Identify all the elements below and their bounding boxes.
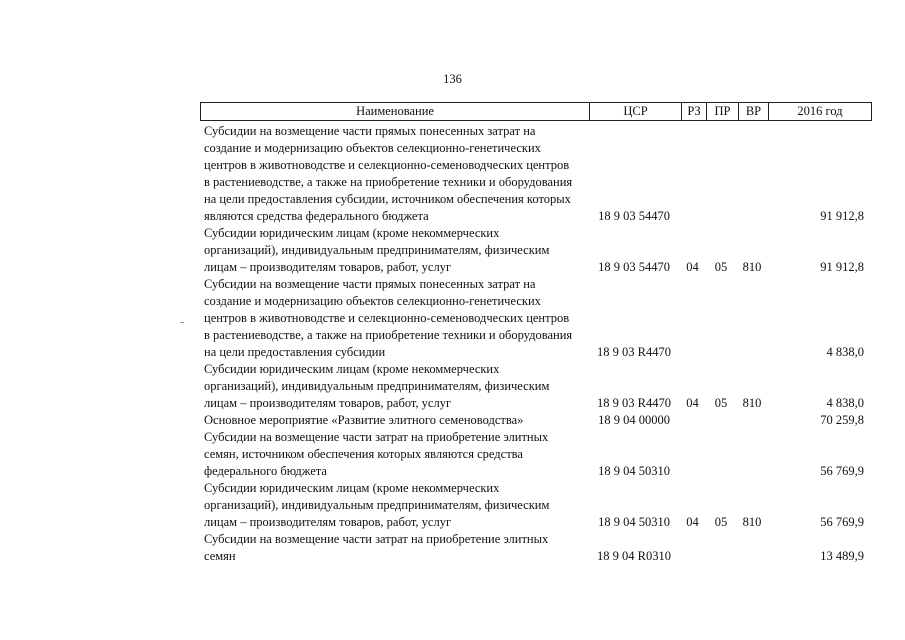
table-row	[200, 412, 872, 429]
row-name: Субсидии на возмещение части прямых понесенных затрат на создание и модернизацию объектов селекционно-генетических центров в животноводстве и селекционно-семеноводческих центров в растениеводстве, а также на приобретение техники и оборудования на цели предоставления субсидии, источником обеспечения которых являются средства федерального бюджета	[204, 124, 573, 223]
row-name: Основное мероприятие «Развитие элитного семеноводства»	[204, 413, 524, 427]
header-pr: ПР	[706, 103, 738, 120]
header-year: 2016 год	[768, 103, 871, 120]
table-row	[200, 225, 872, 276]
row-value: 56 769,9	[820, 464, 864, 478]
row-csr: 18 9 04 00000	[598, 413, 670, 427]
row-name: Субсидии юридическим лицам (кроме некоммерческих организаций), индивидуальным предпринимателям, физическим лицам – производителям товаров, работ, услуг	[204, 226, 550, 274]
row-rz: 04	[686, 260, 699, 274]
row-vr: 810	[742, 396, 762, 410]
scan-mark	[180, 322, 184, 323]
header-rz: РЗ	[681, 103, 706, 120]
row-csr: 18 9 03 R4470	[597, 345, 671, 359]
row-value: 4 838,0	[826, 345, 864, 359]
row-value: 91 912,8	[820, 209, 864, 223]
row-rz: 04	[686, 515, 699, 529]
row-name: Субсидии на возмещение части прямых понесенных затрат на создание и модернизацию объектов селекционно-генетических центров в животноводстве и селекционно-семеноводческих центров в растениеводстве, а также на приобретение техники и оборудования на цели предоставления субсидии	[204, 277, 573, 359]
row-csr: 18 9 03 R4470	[597, 396, 671, 410]
row-pr: 05	[714, 515, 728, 529]
table-body	[200, 123, 872, 565]
table-row	[200, 480, 872, 531]
row-value: 70 259,8	[820, 413, 864, 427]
row-pr: 05	[714, 260, 728, 274]
row-vr: 810	[742, 260, 762, 274]
table-row	[200, 531, 872, 565]
row-csr: 18 9 03 54470	[598, 209, 670, 223]
row-rz: 04	[686, 396, 699, 410]
row-value: 91 912,8	[820, 260, 864, 274]
table-row	[200, 361, 872, 412]
row-csr: 18 9 03 54470	[598, 260, 670, 274]
row-value: 56 769,9	[820, 515, 864, 529]
page-number: 136	[443, 72, 462, 86]
row-name: Субсидии на возмещение части затрат на приобретение элитных семян, источником обеспечения которых являются средства федерального бюджета	[204, 430, 549, 478]
row-name: Субсидии юридическим лицам (кроме некоммерческих организаций), индивидуальным предпринимателям, физическим лицам – производителям товаров, работ, услуг	[204, 481, 550, 529]
table-row	[200, 276, 872, 361]
table-header	[200, 102, 872, 121]
row-csr: 18 9 04 50310	[598, 464, 670, 478]
row-csr: 18 9 04 R0310	[597, 549, 671, 563]
table-row	[200, 123, 872, 225]
row-value: 13 489,9	[820, 549, 864, 563]
row-csr: 18 9 04 50310	[598, 515, 670, 529]
row-name: Субсидии на возмещение части затрат на приобретение элитных семян	[204, 532, 549, 563]
row-pr: 05	[714, 396, 728, 410]
row-vr: 810	[742, 515, 762, 529]
header-csr: ЦСР	[589, 103, 681, 120]
header-name: Наименование	[356, 104, 434, 118]
row-name: Субсидии юридическим лицам (кроме некоммерческих организаций), индивидуальным предпринимателям, физическим лицам – производителям товаров, работ, услуг	[204, 362, 550, 410]
header-vr: ВР	[738, 103, 768, 120]
table-row	[200, 429, 872, 480]
row-value: 4 838,0	[826, 396, 864, 410]
